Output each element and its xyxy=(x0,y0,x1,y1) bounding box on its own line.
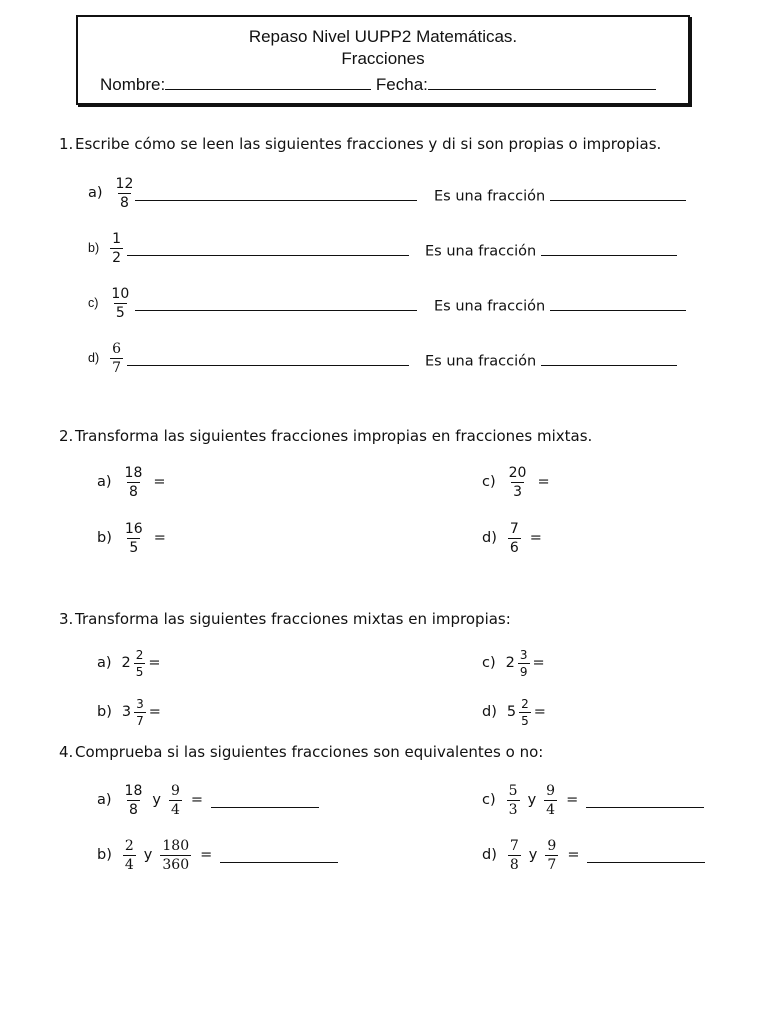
equals-sign: = xyxy=(200,847,213,863)
item-label: a) xyxy=(97,655,112,671)
q4-item-d xyxy=(482,835,705,875)
item-label: c) xyxy=(88,296,99,310)
fraction-1: $\frac{5}{3}$ xyxy=(508,782,518,818)
equals-sign: = xyxy=(148,704,161,720)
question-3 xyxy=(59,610,511,628)
q1-type-field-a[interactable] xyxy=(550,185,686,201)
name-label: Nombre: xyxy=(100,75,166,94)
item-label: b) xyxy=(97,530,112,546)
q4-item-b xyxy=(97,835,338,875)
whole-number: 2 xyxy=(505,655,515,671)
fraction: $\frac{12}{8}$ xyxy=(115,175,134,211)
item-label: b) xyxy=(97,847,112,863)
item-label: b) xyxy=(88,241,100,255)
q1-answer-line-a[interactable] xyxy=(135,200,417,201)
equals-sign: = xyxy=(566,792,579,808)
fraction: $\frac{10}{5}$ xyxy=(111,285,130,321)
question-number: 4. xyxy=(59,743,74,761)
q1-item-d xyxy=(88,338,126,378)
worksheet-title: Repaso Nivel UUPP2 Matemáticas. xyxy=(248,27,518,46)
item-label: d) xyxy=(482,530,497,546)
fraction-2: $\frac{9}{7}$ xyxy=(547,837,557,873)
q1-suffix-b: Es una fracción xyxy=(425,240,677,260)
conjunction: y xyxy=(143,847,153,863)
q4-item-a xyxy=(97,780,319,820)
fraction: $\frac{2}{5}$ xyxy=(521,696,529,728)
q1-item-a xyxy=(88,173,138,213)
q3-item-c xyxy=(482,643,545,683)
question-number: 2. xyxy=(59,427,74,445)
q2-item-a xyxy=(97,462,166,502)
name-field[interactable] xyxy=(165,72,371,90)
fraction-1: $\frac{18}{8}$ xyxy=(124,782,143,818)
q3-item-b xyxy=(97,692,161,732)
q4-answer-field-d[interactable] xyxy=(587,847,705,863)
question-2 xyxy=(59,427,592,445)
worksheet-header xyxy=(76,15,690,105)
fraction: $\frac{7}{6}$ xyxy=(509,520,519,556)
equals-sign: = xyxy=(529,530,542,546)
item-label: c) xyxy=(482,792,496,808)
q1-type-field-d[interactable] xyxy=(541,350,677,366)
fraction: $\frac{3}{7}$ xyxy=(136,696,144,728)
item-label: a) xyxy=(97,474,112,490)
q1-type-field-c[interactable] xyxy=(550,295,686,311)
item-label: c) xyxy=(482,655,496,671)
fraction: $\frac{20}{3}$ xyxy=(508,464,527,500)
fraction-1: $\frac{7}{8}$ xyxy=(509,837,519,873)
q2-item-b xyxy=(97,518,166,558)
fraction-1: $\frac{2}{4}$ xyxy=(124,837,134,873)
conjunction: y xyxy=(528,847,538,863)
date-label: Fecha: xyxy=(375,75,428,94)
date-field[interactable] xyxy=(428,72,656,90)
worksheet-subtitle: Fracciones xyxy=(341,49,425,68)
equals-sign: = xyxy=(148,655,161,671)
item-label: d) xyxy=(88,351,100,365)
equals-sign: = xyxy=(567,847,580,863)
q4-answer-field-c[interactable] xyxy=(586,792,704,808)
question-4 xyxy=(59,743,543,761)
fraction: $\frac{3}{9}$ xyxy=(519,647,528,679)
item-label: a) xyxy=(97,792,112,808)
whole-number: 3 xyxy=(121,704,132,720)
item-label: d) xyxy=(482,704,497,720)
fraction-2: $\frac{180}{360}$ xyxy=(162,837,190,873)
item-label: a) xyxy=(88,185,103,201)
fraction: $\frac{16}{5}$ xyxy=(124,520,143,556)
name-date-row xyxy=(100,72,656,95)
fraction-2: $\frac{9}{4}$ xyxy=(546,782,556,818)
fraction-2: $\frac{9}{4}$ xyxy=(170,782,180,818)
q1-type-field-b[interactable] xyxy=(541,240,677,256)
equals-sign: = xyxy=(537,474,550,490)
q4-item-c xyxy=(482,780,704,820)
q1-suffix-c: Es una fracción xyxy=(434,295,686,315)
q1-item-b xyxy=(88,228,126,268)
whole-number: 2 xyxy=(121,655,131,671)
equals-sign: = xyxy=(153,530,166,546)
question-text: Transforma las siguientes fracciones impropias en fracciones mixtas. xyxy=(75,427,593,445)
q1-answer-line-b[interactable] xyxy=(127,255,409,256)
equals-sign: = xyxy=(532,655,545,671)
equals-sign: = xyxy=(533,704,546,720)
question-number: 1. xyxy=(59,135,74,153)
q1-item-c xyxy=(88,283,134,323)
fraction: $\frac{2}{5}$ xyxy=(135,647,144,679)
item-label: b) xyxy=(97,704,112,720)
conjunction: y xyxy=(152,792,161,808)
q4-answer-field-a[interactable] xyxy=(211,792,319,808)
q4-answer-field-b[interactable] xyxy=(220,847,338,863)
q1-answer-line-d[interactable] xyxy=(127,365,409,366)
q2-item-c xyxy=(482,462,550,502)
fraction: $\frac{1}{2}$ xyxy=(112,230,122,266)
equals-sign: = xyxy=(153,474,166,490)
fraction: $\frac{6}{7}$ xyxy=(112,340,122,376)
equals-sign: = xyxy=(190,792,204,808)
item-label: c) xyxy=(482,474,496,490)
question-text: Escribe cómo se leen las siguientes fracciones y di si son propias o impropias. xyxy=(75,135,662,153)
q2-item-d xyxy=(482,518,542,558)
q1-suffix-d: Es una fracción xyxy=(425,350,677,370)
q3-item-a xyxy=(97,643,161,683)
question-text: Comprueba si las siguientes fracciones son equivalentes o no: xyxy=(75,743,544,761)
question-number: 3. xyxy=(59,610,74,628)
item-label: d) xyxy=(482,847,497,863)
conjunction: y xyxy=(527,792,537,808)
q3-item-d xyxy=(482,692,546,732)
fraction: $\frac{18}{8}$ xyxy=(124,464,143,500)
whole-number: 5 xyxy=(506,704,517,720)
question-text: Transforma las siguientes fracciones mixtas en impropias: xyxy=(75,610,511,628)
q1-answer-line-c[interactable] xyxy=(135,310,417,311)
question-1 xyxy=(59,135,661,153)
q1-suffix-a: Es una fracción xyxy=(434,185,686,205)
